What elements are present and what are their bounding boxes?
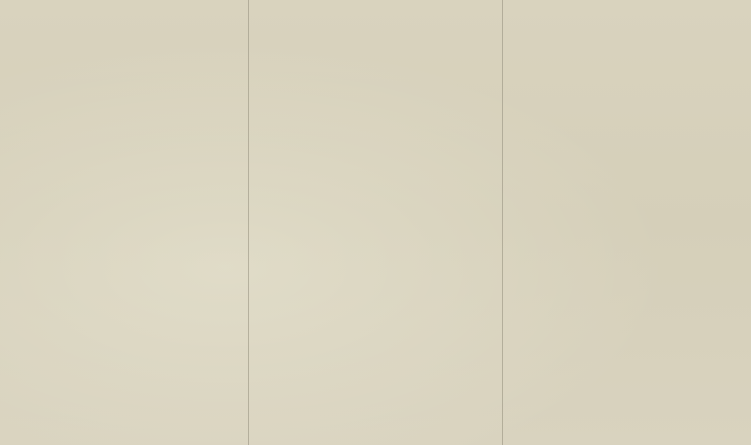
column-divider xyxy=(502,0,503,445)
column-divider xyxy=(248,0,249,445)
